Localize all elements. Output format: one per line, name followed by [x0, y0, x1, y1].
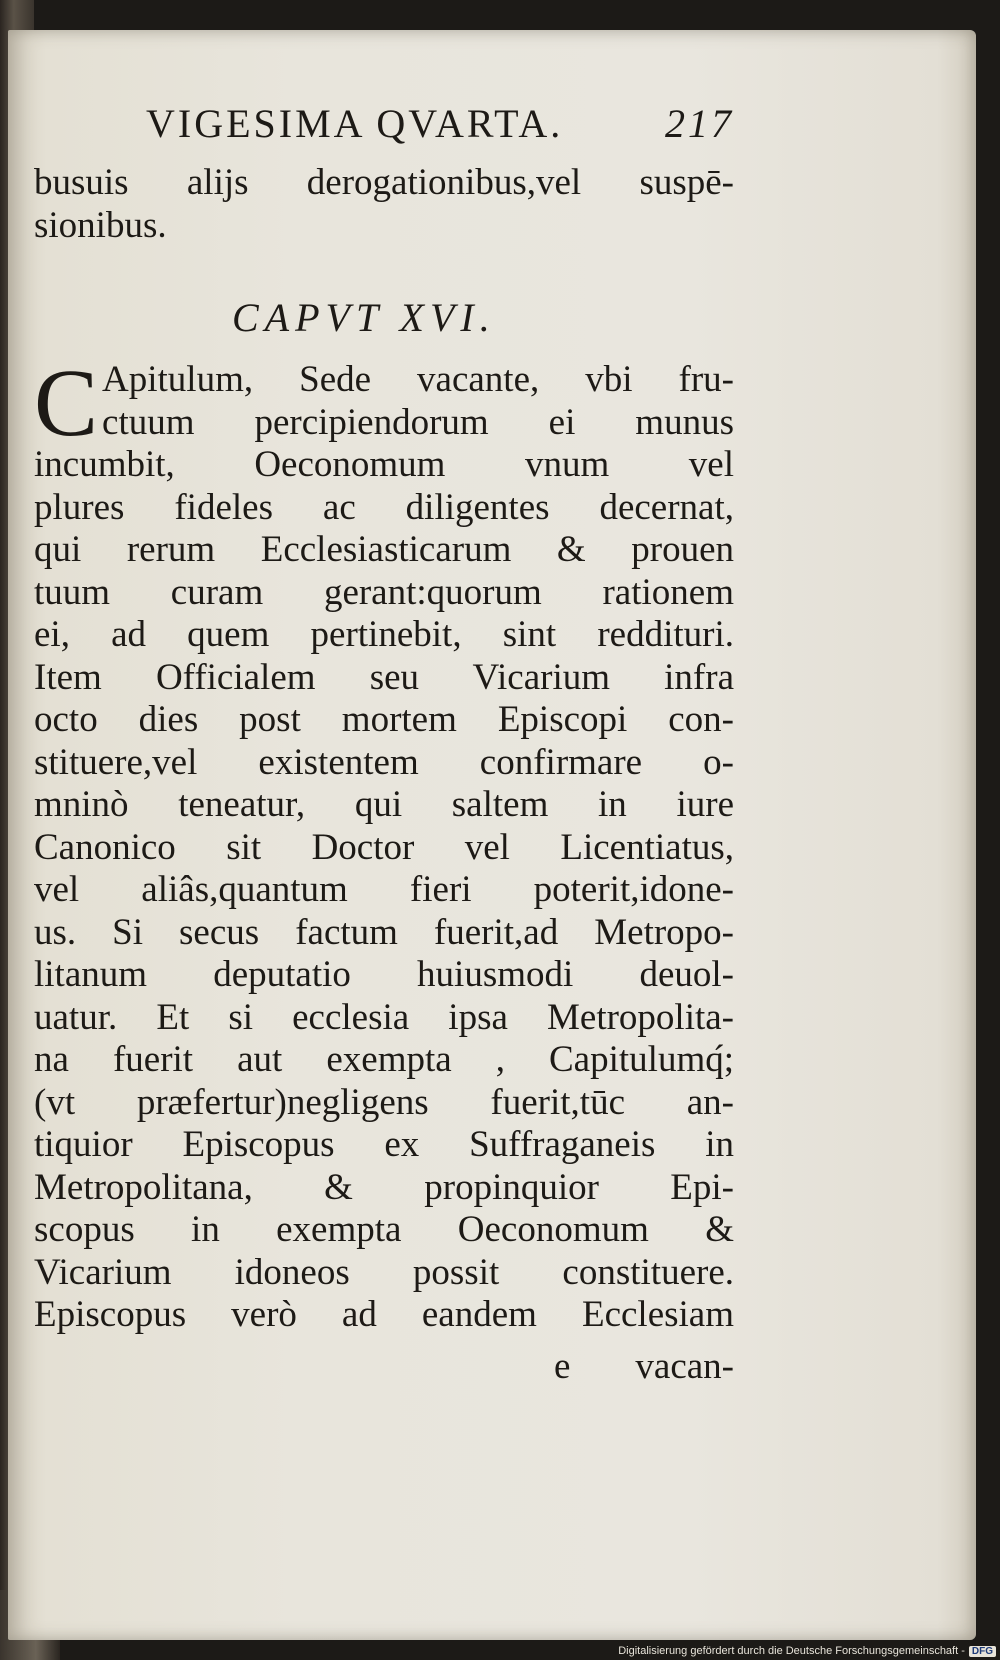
text-line: uatur. Et si ecclesia ipsa Metropolita-: [34, 996, 734, 1038]
text-line: tiquior Episcopus ex Suffraganeis in: [34, 1124, 734, 1165]
text-line: tuum curam gerant:quorum rationem: [34, 571, 734, 613]
text-line: Apitulum, Sede vacante, vbi fru-: [102, 359, 734, 400]
text-line: scopus in exempta Oeconomum &: [34, 1209, 734, 1250]
running-head: VIGESIMA QVARTA.: [146, 101, 564, 146]
text-line: Vicarium idoneos possit constituere.: [34, 1251, 734, 1293]
text-line: plures fideles ac diligentes decernat,: [34, 486, 734, 528]
dfg-logo: DFG: [969, 1646, 996, 1657]
text-line: Episcopus verò ad eandem Ecclesiam: [34, 1294, 734, 1335]
page-header: [34, 100, 734, 162]
text-line: Canonico sit Doctor vel Licentiatus,: [34, 826, 734, 868]
text-line: us. Si secus factum fuerit,ad Metropo-: [34, 911, 734, 953]
page-number: 217: [665, 101, 734, 146]
text-line: vel aliâs,quantum fieri poterit,idone-: [34, 869, 734, 910]
text-block: [34, 100, 734, 1397]
text-line: stituere,vel existentem confirmare o-: [34, 741, 734, 783]
digitization-credit: [618, 1645, 996, 1657]
drop-cap: C: [34, 349, 99, 456]
text-line: qui rerum Ecclesiasticarum & prouen: [34, 529, 734, 570]
catchword-line: [34, 1337, 734, 1397]
text-line: ei, ad quem pertinebit, sint reddituri.: [34, 614, 734, 655]
text-line: incumbit, Oeconomum vnum vel: [34, 444, 734, 485]
text-line: Item Officialem seu Vicarium infra: [34, 656, 734, 698]
signature-mark: e: [554, 1345, 571, 1387]
chapter-body: [34, 349, 734, 1337]
text-line: (vt præfertur)negligens fuerit,tūc an-: [34, 1081, 734, 1123]
text-line: mninò teneatur, qui saltem in iure: [34, 784, 734, 825]
credit-text: Digitalisierung gefördert durch die Deutsche Forschungsgemeinschaft -: [618, 1645, 965, 1657]
text-line: sionibus.: [34, 204, 167, 246]
chapter-heading: CAPVT XVI.: [232, 295, 496, 340]
text-line: ctuum percipiendorum ei munus: [102, 401, 734, 443]
text-line: litanum deputatio huiusmodi deuol-: [34, 954, 734, 995]
catchword: vacan-: [635, 1345, 734, 1387]
text-line: na fuerit aut exempta , Capitulumq́;: [34, 1039, 734, 1080]
text-line: Metropolitana, & propinquior Epi-: [34, 1166, 734, 1208]
text-line: octo dies post mortem Episcopi con-: [34, 699, 734, 740]
text-line: busuis alijs derogationibus,vel suspē-: [34, 162, 734, 203]
